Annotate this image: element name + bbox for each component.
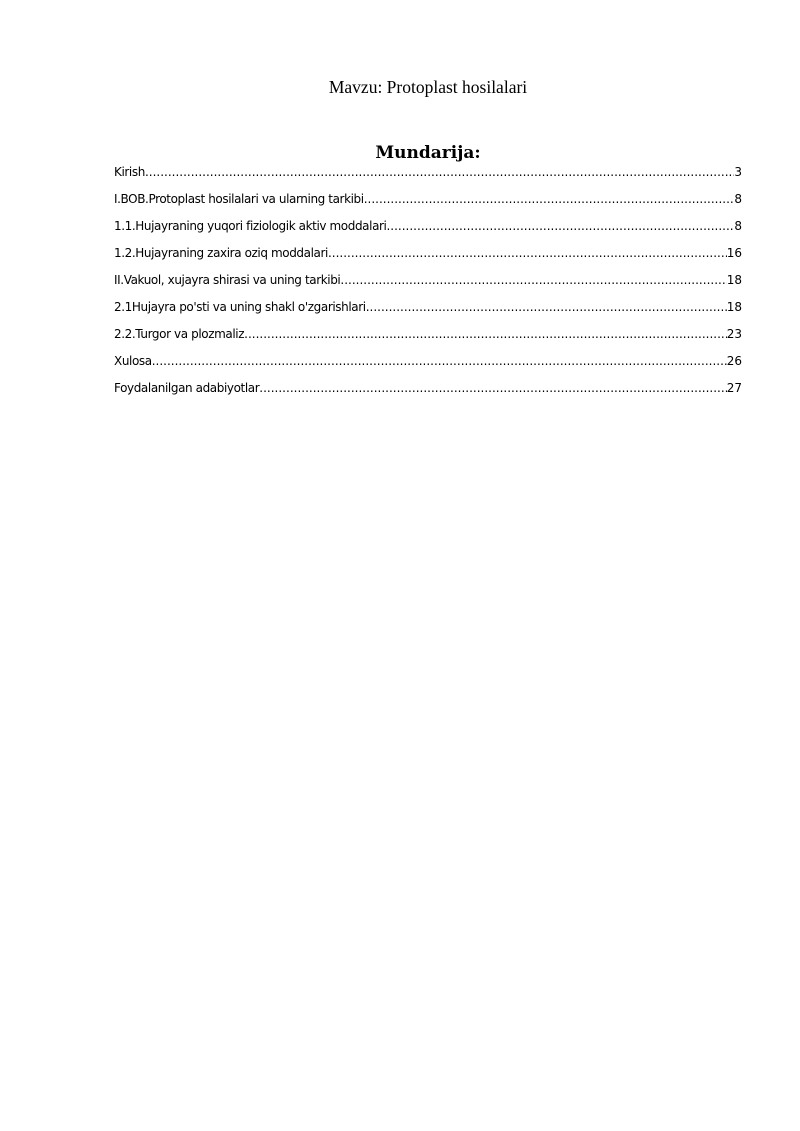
toc-entry-title: 1.1.Hujayraning yuqori fiziologik aktiv moddalari	[114, 219, 387, 233]
toc-entry-section-1-2	[114, 245, 742, 272]
toc-entry-kirish	[114, 164, 742, 191]
toc-entry-page: 27	[726, 381, 742, 395]
toc-entry-xulosa	[114, 353, 742, 380]
table-of-contents	[114, 164, 742, 407]
toc-dot-leader	[328, 245, 727, 261]
toc-entry-section-2-1	[114, 299, 742, 326]
document-topic: Mavzu: Protoplast hosilalari	[328, 77, 528, 97]
toc-entry-page: 16	[726, 246, 742, 260]
toc-dot-leader	[145, 164, 734, 180]
toc-dot-leader	[244, 326, 727, 342]
toc-entry-references	[114, 380, 742, 407]
toc-entry-title: Xulosa	[114, 354, 152, 368]
toc-entry-title: I.BOB.Protoplast hosilalari va ularning tarkibi	[114, 192, 364, 206]
toc-dot-leader	[386, 218, 734, 234]
toc-entry-page: 8	[734, 219, 742, 233]
toc-entry-title: Kirish	[114, 165, 145, 179]
toc-entry-page: 18	[726, 273, 742, 287]
toc-dot-leader	[152, 353, 727, 369]
toc-entry-title: 1.2.Hujayraning zaxira oziq moddalari	[114, 246, 328, 260]
toc-heading: Mundarija:	[375, 143, 481, 163]
toc-dot-leader	[364, 191, 735, 207]
toc-dot-leader	[340, 272, 726, 288]
toc-entry-page: 26	[726, 354, 742, 368]
toc-entry-page: 18	[726, 300, 742, 314]
toc-entry-chapter-2	[114, 272, 742, 299]
toc-entry-title: 2.1Hujayra po'sti va uning shakl o'zgarishlari	[114, 300, 366, 314]
toc-entry-chapter-1	[114, 191, 742, 218]
toc-entry-title: Foydalanilgan adabiyotlar	[114, 381, 260, 395]
toc-entry-title: II.Vakuol, xujayra shirasi va uning tarkibi	[114, 273, 341, 287]
toc-entry-title: 2.2.Turgor va plozmaliz	[114, 327, 245, 341]
toc-entry-section-2-2	[114, 326, 742, 353]
toc-dot-leader	[366, 299, 727, 315]
toc-entry-page: 3	[734, 165, 742, 179]
toc-entry-page: 23	[726, 327, 742, 341]
toc-entry-page: 8	[734, 192, 742, 206]
toc-dot-leader	[259, 380, 726, 396]
toc-entry-section-1-1	[114, 218, 742, 245]
